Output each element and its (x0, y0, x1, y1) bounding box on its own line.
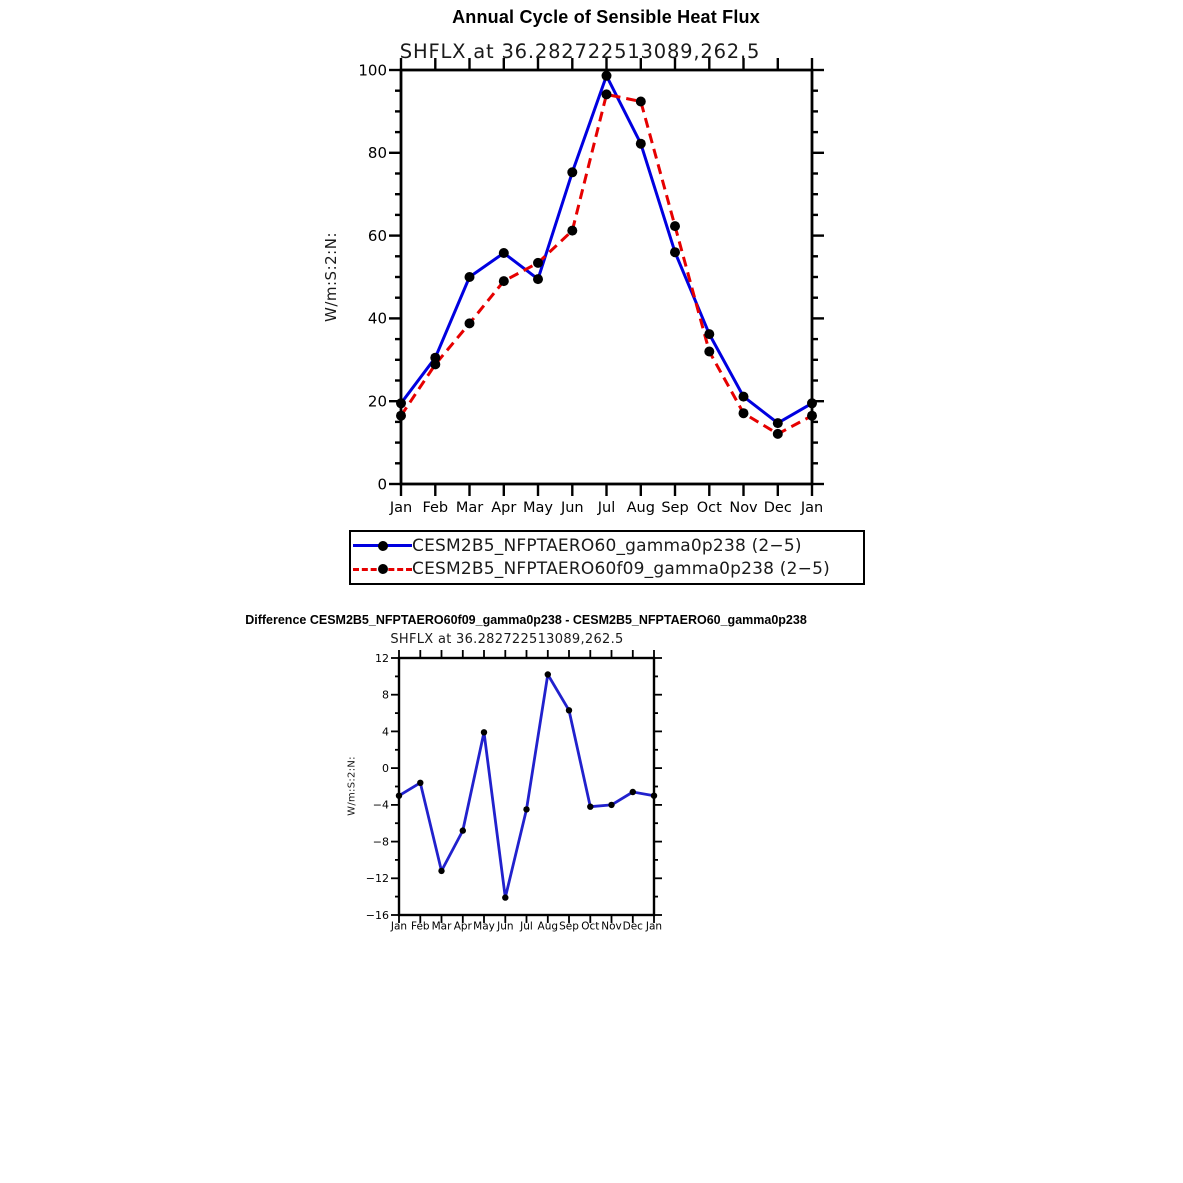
x-tick-label: Dec (763, 500, 792, 516)
chart2-title: Difference CESM2B5_NFPTAERO60f09_gamma0p238 - CESM2B5_NFPTAERO60_gamma0p238 (245, 613, 807, 627)
data-point-marker (651, 793, 657, 799)
y-tick-label: −8 (372, 835, 389, 849)
legend-marker-dot-icon (378, 541, 388, 551)
x-tick-label: Mar (431, 920, 452, 933)
x-tick-label: Sep (661, 500, 689, 516)
data-point-marker (739, 392, 749, 402)
data-point-marker (587, 804, 593, 810)
chart1-title: Annual Cycle of Sensible Heat Flux (452, 7, 760, 27)
series-line-1 (399, 675, 654, 898)
x-tick-label: Jan (800, 500, 824, 516)
x-tick-label: Sep (559, 920, 579, 933)
data-point-marker (460, 827, 466, 833)
x-tick-label: Jul (520, 920, 533, 933)
legend-line-sample-red-dashed (353, 568, 412, 571)
data-point-marker (465, 272, 475, 282)
data-point-marker (807, 398, 817, 408)
legend-item-series1 (353, 534, 863, 558)
data-point-marker (602, 89, 612, 99)
x-tick-label: May (473, 920, 495, 933)
data-point-marker (465, 318, 475, 328)
series-line-2 (401, 94, 812, 434)
data-point-marker (396, 793, 402, 799)
legend-label-series2: CESM2B5_NFPTAERO60f09_gamma0p238 (2−5) (412, 559, 830, 580)
data-point-marker (430, 359, 440, 369)
data-point-marker (567, 167, 577, 177)
chart1-y-axis-label: W/m:S:2:N: (322, 232, 340, 322)
x-tick-label: Feb (422, 500, 449, 516)
data-point-marker (704, 347, 714, 357)
y-tick-label: −16 (365, 908, 389, 922)
x-tick-label: Aug (537, 920, 559, 933)
data-point-marker (807, 411, 817, 421)
x-tick-label: Dec (622, 920, 643, 933)
data-point-marker (545, 671, 551, 677)
data-point-marker (630, 789, 636, 795)
y-tick-label: 0 (382, 762, 389, 775)
data-point-marker (739, 408, 749, 418)
x-tick-label: Feb (411, 920, 430, 933)
difference-chart (366, 650, 662, 933)
data-point-marker (396, 398, 406, 408)
series-line-1 (401, 76, 812, 423)
legend-label-series1: CESM2B5_NFPTAERO60_gamma0p238 (2−5) (412, 535, 802, 556)
x-tick-label: Jun (560, 500, 584, 516)
data-point-marker (670, 247, 680, 257)
y-tick-label: 0 (377, 475, 387, 494)
y-tick-label: 20 (367, 392, 387, 411)
x-tick-label: Apr (491, 500, 517, 516)
x-tick-label: Jan (390, 920, 408, 933)
x-tick-label: Jul (597, 500, 616, 516)
legend (349, 530, 865, 585)
data-point-marker (396, 411, 406, 421)
data-point-marker (636, 139, 646, 149)
data-point-marker (533, 274, 543, 284)
y-tick-label: −4 (372, 798, 389, 812)
data-point-marker (636, 97, 646, 107)
y-tick-label: 8 (382, 688, 389, 702)
data-point-marker (523, 806, 529, 812)
data-point-marker (602, 71, 612, 81)
y-tick-label: 60 (367, 226, 387, 245)
data-point-marker (481, 729, 487, 735)
data-point-marker (499, 276, 509, 286)
y-tick-label: 100 (358, 61, 387, 80)
x-tick-label: Jan (645, 920, 663, 933)
x-tick-label: Jan (389, 500, 413, 516)
chart1-subtitle: SHFLX at 36.282722513089,262.5 (399, 40, 761, 63)
y-tick-label: −12 (365, 872, 389, 886)
y-tick-label: 12 (375, 651, 389, 665)
x-tick-label: Apr (453, 920, 472, 933)
data-point-marker (417, 780, 423, 786)
x-tick-label: Nov (601, 920, 622, 933)
legend-line-sample-blue-solid (353, 544, 412, 547)
annual-cycle-chart (358, 58, 824, 516)
data-point-marker (773, 429, 783, 439)
data-point-marker (670, 221, 680, 231)
plot-frame (401, 70, 812, 484)
data-point-marker (608, 802, 614, 808)
x-tick-label: Jun (497, 920, 514, 933)
x-tick-label: Oct (696, 500, 722, 516)
data-point-marker (499, 248, 509, 258)
legend-item-series2 (353, 558, 863, 582)
x-tick-label: Aug (626, 500, 655, 516)
legend-marker-dot-icon (378, 564, 388, 574)
data-point-marker (567, 226, 577, 236)
x-tick-label: Oct (581, 920, 600, 933)
plot-frame (399, 658, 654, 915)
x-tick-label: May (523, 500, 553, 516)
data-point-marker (566, 707, 572, 713)
x-tick-label: Mar (455, 500, 484, 516)
data-point-marker (533, 258, 543, 268)
x-tick-label: Nov (729, 500, 758, 516)
data-point-marker (773, 418, 783, 428)
chart2-subtitle: SHFLX at 36.282722513089,262.5 (390, 632, 624, 647)
data-point-marker (502, 894, 508, 900)
y-tick-label: 40 (367, 309, 387, 328)
data-point-marker (704, 329, 714, 339)
y-tick-label: 4 (382, 725, 389, 739)
chart2-y-axis-label: W/m:S:2:N: (346, 756, 358, 816)
y-tick-label: 80 (367, 144, 387, 163)
data-point-marker (438, 868, 444, 874)
